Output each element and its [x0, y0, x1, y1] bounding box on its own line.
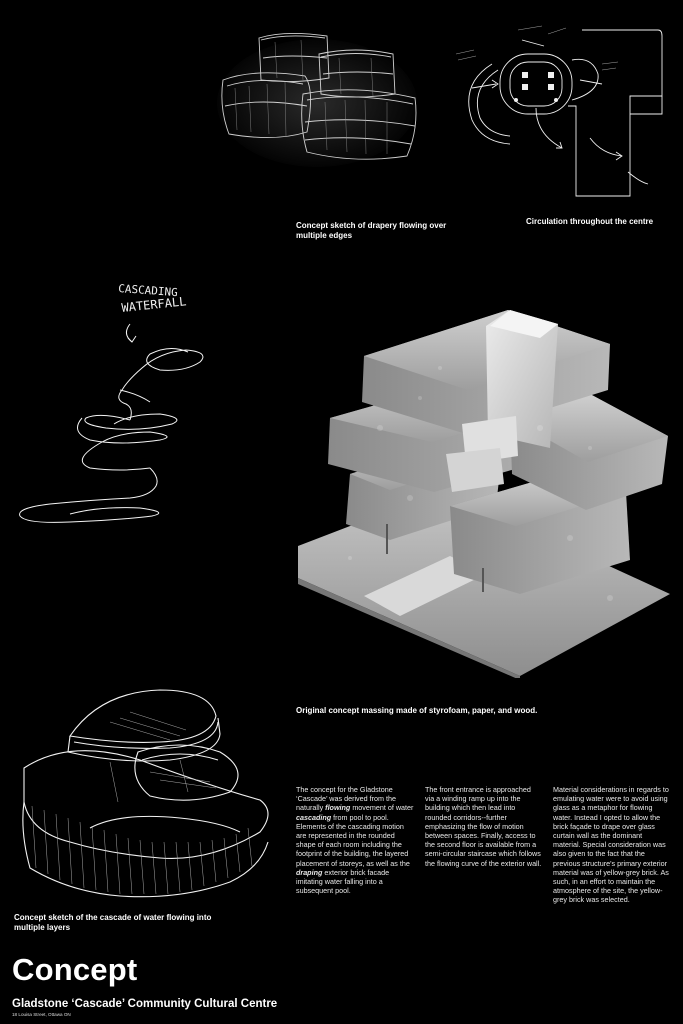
waterfall-sketch [10, 272, 225, 532]
circulation-caption: Circulation throughout the centre [526, 217, 654, 226]
sketch-word-waterfall: WATERFALL [120, 294, 187, 315]
drapery-sketch [215, 28, 420, 168]
concept-column-1: The concept for the Gladstone ‘Cascade’ was derived from the naturally flowing movement of water cascading from pool to pool. Elements of the cascading motion are represented in the rounded shape of each room including the footprint of the building, the layered placement of storeys, as well as the draping exterior brick facade imitating water falling into a subsequent pool. [296, 785, 414, 896]
cascade-sketch [10, 682, 278, 912]
sketch-word-cascading: CASCADING [117, 282, 179, 300]
site-address: 18 Louisa Street, Ottawa ON [12, 1012, 71, 1017]
massing-model-photo [290, 278, 675, 678]
drapery-caption: Concept sketch of drapery flowing over multiple edges [296, 221, 447, 240]
page-subtitle: Gladstone ‘Cascade’ Community Cultural Centre [12, 998, 278, 1010]
page-title: Concept [12, 952, 138, 987]
massing-caption: Original concept massing made of styrofoam, paper, and wood. [296, 706, 538, 715]
circulation-sketch [452, 24, 664, 204]
cascade-caption: Concept sketch of the cascade of water flowing into multiple layers [14, 913, 212, 932]
concept-column-2: The front entrance is approached via a winding ramp up into the building which then lead into rounded corridors--further emphasizing the flow of motion between spaces. Finally, access to the second floor is available from a semi-circular staircase which follows the flowing curve of the exterior wall. [425, 785, 542, 868]
concept-column-3: Material considerations in regards to emulating water were to avoid using glass as a metaphor for flowing water. Instead I opted to allow the brick façade to drape over glass curtain wall as the dominant material. Special consideration was also given to the fact that the previous structure's primary exterior material was of yellow-grey brick. As such, in an effort to maintain the atmosphere of the site, the yellow-grey brick was selected. [553, 785, 669, 905]
